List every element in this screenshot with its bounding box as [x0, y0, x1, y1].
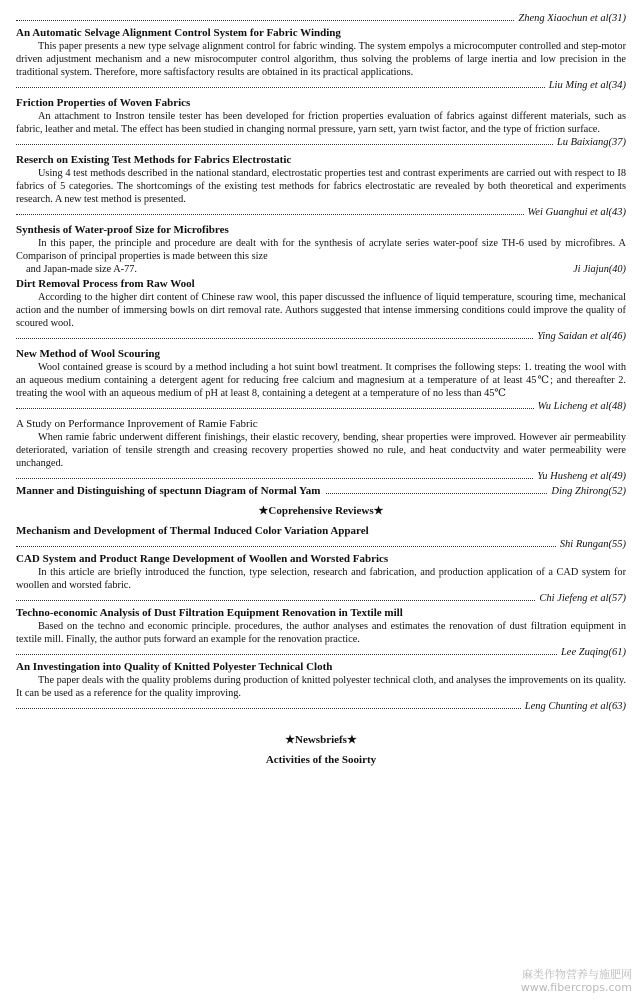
article-title: Techno-economic Analysis of Dust Filtration Equipment Renovation in Textile mill — [16, 607, 403, 619]
article-abstract: This paper presents a new type selvage alignment control for fabric winding. The system empolys a microcomputer controlled and step-motor driven adjustment mechanism and a new misrocomputer control algorithm, thus solving the problems of large inertia and low precision in the traditional system. Therefore, more saftisfactory results are obtained in its practical applications. — [16, 41, 626, 78]
abstract-entry — [16, 660, 626, 713]
site-watermark: 麻类作物营养与施肥网 www.fibercrops.com — [520, 968, 632, 994]
article-title: A Study on Performance Inprovement of Ramie Fabric — [16, 418, 258, 430]
byline: Shi Rungan(55) — [16, 538, 626, 551]
byline: Ying Saidan et al(46) — [16, 330, 626, 343]
article-abstract: Using 4 test methods described in the national standard, electrostatic properties test and contrast experiments are carried out with respect to I8 fabrics of 5 categories. The shortcomings of the existing test methods for fabrics electrostatic are revealed by both theoretical and experiments research. A new test method is presented. — [16, 168, 626, 205]
article-title: An Investingation into Quality of Knitted Polyester Technical Cloth — [16, 661, 333, 673]
abstract-entry — [16, 483, 626, 498]
byline: Wei Guanghui et al(43) — [16, 206, 626, 219]
abstract-entry — [16, 347, 626, 413]
article-title: Friction Properties of Woven Fabrics — [16, 97, 191, 109]
article-title: Synthesis of Water-proof Size for Microfibres — [16, 224, 229, 236]
byline: Lee Zuqing(61) — [16, 646, 626, 659]
byline: Zheng Xiaochun et al(31) — [16, 12, 626, 25]
byline: Ding Zhirong(52) — [551, 486, 626, 497]
article-title: CAD System and Product Range Development of Woollen and Worsted Fabrics — [16, 553, 389, 565]
section-subheading: Activities of the Sooirty — [265, 754, 377, 766]
byline: Yu Husheng et al(49) — [16, 470, 626, 483]
abstract-entry — [16, 552, 626, 605]
abstracts-page — [16, 12, 626, 773]
article-title: New Method of Wool Scouring — [16, 348, 161, 360]
article-abstract: An attachment to Instron tensile tester has been developed for friction properties evaluation of fabrics against different materials, such as fabric, leather and metal. The effect has been studied in changing normal pressure, yarn sett, yarn twist factor, and the type of friction surface. — [16, 111, 626, 135]
article-title: Dirt Removal Process from Raw Wool — [16, 278, 195, 290]
article-abstract: According to the higher dirt content of Chinese raw wool, this paper discussed the influence of liquid temperature, scouring time, mechanical action and the number of immersing bowls on dirt removal rate. Authors suggested that intense immersing conditions could improve the quality of scoured wool. — [16, 292, 626, 329]
abstract-entry — [16, 96, 626, 149]
byline: Wu Licheng et al(48) — [16, 400, 626, 413]
byline: Leng Chunting et al(63) — [16, 700, 626, 713]
abstract-entry — [16, 26, 626, 92]
article-title: Reserch on Existing Test Methods for Fabrics Electrostatic — [16, 154, 292, 166]
byline: Chi Jiefeng et al(57) — [16, 592, 626, 605]
abstract-entry — [16, 417, 626, 483]
article-title: Manner and Distinguishing of spectunn Diagram of Normal Yam — [16, 485, 321, 497]
article-abstract: Based on the techno and economic principle. procedures, the author analyses and estimates the renovation of dust filtration equipment in textile mill. Finally, the author puts forward an example for the renovation practice. — [16, 621, 626, 645]
byline: and Japan-made size A-77. Ji Jiajun(40) — [26, 264, 626, 275]
section-heading: ★Coprehensive Reviews★ — [258, 505, 384, 517]
article-abstract: When ramie fabric underwent different finishings, their elastic recovery, bending, shear properties were improved. However air permeability deteriorated, variation of tensile strength and creasing recovery properties showed no rule, and heat conductvity and water permeability were unchanged. — [16, 432, 626, 469]
abstract-entry — [16, 153, 626, 219]
article-abstract: Wool contained grease is scourd by a method including a hot suint bowl treatment. It comprises the following steps: 1. treating the wool with an aqueous medium containing a detergent agent for reducing free calcium and magnesium at a temperature of at least 45℃; and thereafter 2. treating the wool with an aqueous medium of pH at least 8, containing a detegent at a temperature of no less than 45℃ — [16, 362, 626, 399]
abstract-entry — [16, 606, 626, 659]
article-title: An Automatic Selvage Alignment Control System for Fabric Winding — [16, 27, 341, 39]
article-abstract: The paper deals with the quality problems during production of knitted polyester technical cloth, and analyses the improvements on its quality. It can be used as a reference for the quality improving. — [16, 675, 626, 699]
section-heading: ★Newsbriefs★ — [285, 734, 357, 746]
article-abstract: In this article are briefly introduced the function, type selection, research and fabrication, and production application of a CAD system for woollen and worsted fabric. — [16, 567, 626, 591]
article-abstract: In this paper, the principle and procedure are dealt with for the synthesis of acrylate series water-poof size TH-6 used by microfibres. A Comparison of principal properties is made between this size — [16, 238, 626, 262]
article-title: Mechanism and Development of Thermal Induced Color Variation Apparel — [16, 525, 369, 537]
abstract-entry — [16, 277, 626, 343]
abstract-entry — [16, 223, 626, 276]
byline: Liu Ming et al(34) — [16, 79, 626, 92]
byline: Lu Baixiang(37) — [16, 136, 626, 149]
